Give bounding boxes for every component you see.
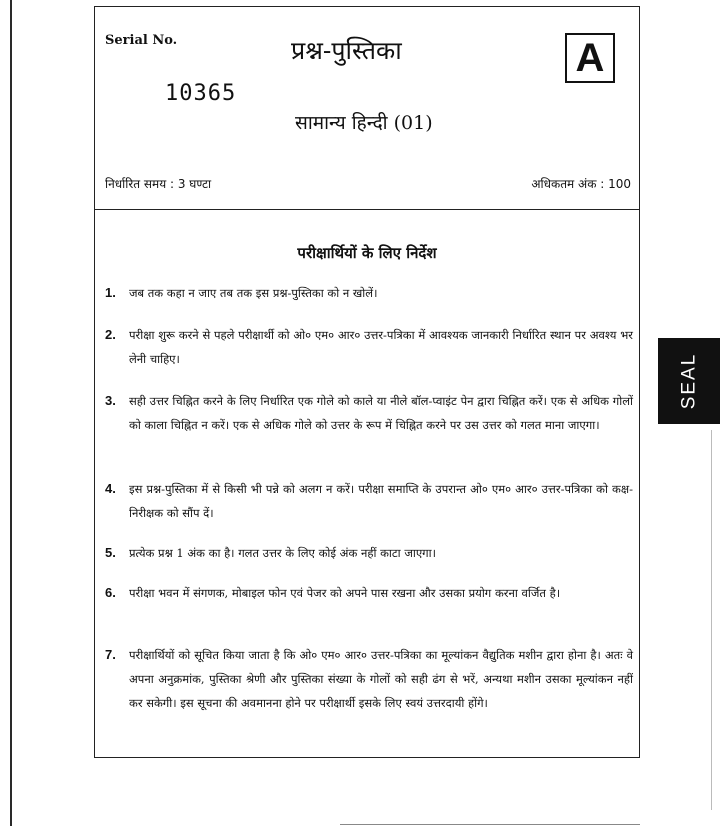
side-edge-line — [711, 430, 712, 810]
instruction-number: 1. — [105, 285, 116, 300]
time-allowed: निर्धारित समय : 3 घण्टा — [105, 177, 212, 191]
seal-tab — [658, 338, 720, 424]
instruction-number: 4. — [105, 481, 116, 496]
instruction-text: जब तक कहा न जाए तब तक इस प्रश्न-पुस्तिका को न खोलें। — [129, 286, 378, 300]
series-letter: A — [575, 36, 605, 80]
binding-line — [10, 0, 12, 826]
instruction-number: 6. — [105, 585, 116, 600]
instruction-text: परीक्षा भवन में संगणक, मोबाइल फोन एवं पेजर को अपने पास रखना और उसका प्रयोग करना वर्जित है। — [129, 586, 561, 600]
instruction-text: परीक्षा शुरू करने से पहले परीक्षार्थी को ओ० एम० आर० उत्तर-पत्रिका में आवश्यक जानकारी निर्धारित स्थान पर अवश्य भर लेनी चाहिए। — [129, 328, 633, 366]
instruction-item — [105, 281, 633, 305]
booklet-header — [95, 7, 639, 210]
max-marks: अधिकतम अंक : 100 — [531, 177, 631, 191]
instruction-item — [105, 389, 633, 437]
bottom-edge-line — [340, 824, 640, 825]
instruction-item — [105, 477, 633, 525]
instruction-text: परीक्षार्थियों को सूचित किया जाता है कि ओ० एम० आर० उत्तर-पत्रिका का मूल्यांकन वैद्युतिक मशीन द्वारा होना है। अतः वे अपना अनुक्रमांक, पुस्तिका श्रेणी और पुस्तिका संख्या के गोलों को सही ढंग से भरें, अन्यथा मशीन उसका मूल्यांकन नहीं कर सकेगी। इस सूचना की अवमानना होने पर परीक्षार्थी इसके लिए स्वयं उत्तरदायी होंगे। — [129, 648, 633, 710]
instruction-number: 5. — [105, 545, 116, 560]
serial-number: 10365 — [165, 81, 237, 106]
instruction-item — [105, 541, 633, 565]
instruction-text: इस प्रश्न-पुस्तिका में से किसी भी पन्ने को अलग न करें। परीक्षा समाप्ति के उपरान्त ओ० एम० आर० उत्तर-पत्रिका को कक्ष-निरीक्षक को सौंप दें। — [129, 482, 633, 520]
instruction-text: प्रत्येक प्रश्न 1 अंक का है। गलत उत्तर के लिए कोई अंक नहीं काटा जाएगा। — [129, 546, 436, 560]
seal-label: SEAL — [678, 352, 699, 410]
instruction-number: 3. — [105, 393, 116, 408]
instruction-number: 2. — [105, 327, 116, 342]
booklet-title: प्रश्न-पुस्तिका — [291, 36, 402, 65]
subject-title: सामान्य हिन्दी (01) — [295, 112, 433, 134]
series-box — [565, 33, 615, 83]
instruction-item — [105, 643, 633, 715]
instruction-frame — [94, 6, 640, 758]
instruction-item — [105, 323, 633, 371]
instruction-number: 7. — [105, 647, 116, 662]
instruction-text: सही उत्तर चिह्नित करने के लिए निर्धारित एक गोले को काले या नीले बॉल-प्वाइंट पेन द्वारा चिह्नित करें। एक से अधिक गोलों को काला चिह्नित न करें। एक से अधिक गोले को उत्तर के रूप में चिह्नित करने पर उस उत्तर को गलत माना जाएगा। — [129, 394, 633, 432]
instruction-item — [105, 581, 633, 605]
instructions-heading: परीक्षार्थियों के लिए निर्देश — [297, 244, 437, 262]
serial-label: Serial No. — [105, 33, 178, 48]
